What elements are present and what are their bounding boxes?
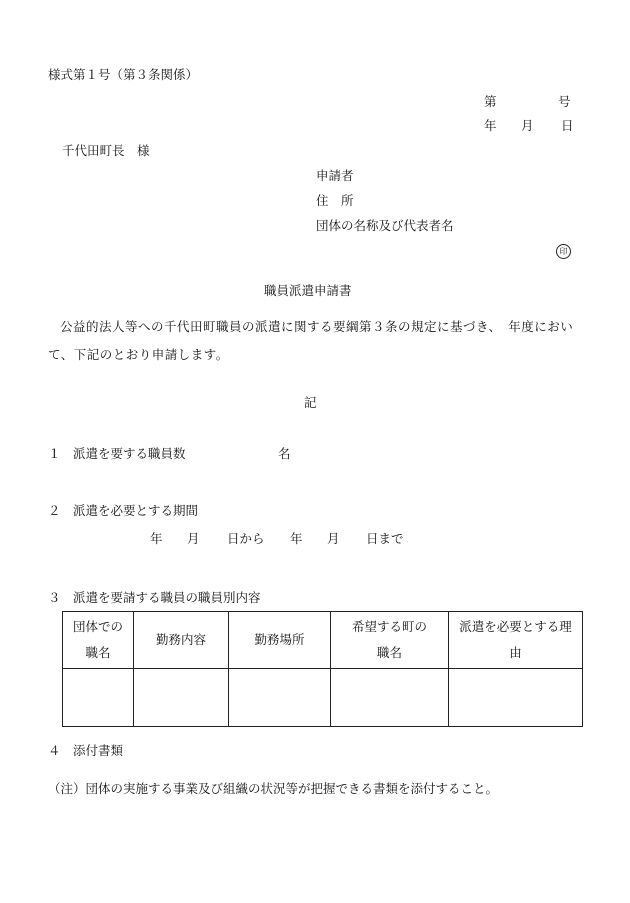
table-row — [63, 669, 583, 727]
cell-work-content[interactable] — [134, 669, 229, 727]
intro-line-1: 公益的法人等への千代田町職員の派遣に関する要綱第３条の規定に基づき、 年度におい — [60, 319, 574, 334]
intro-line-2: て、下記のとおり申請します。 — [48, 347, 229, 362]
period-start-month: 月 — [187, 531, 200, 546]
intro-paragraph — [48, 313, 578, 369]
date-month: 月 — [521, 118, 534, 133]
applicant-org-label: 団体の名称及び代表者名 — [316, 218, 454, 233]
header-desired-title: 希望する町の 職名 — [331, 612, 449, 669]
item-2-label: ２ 派遣を必要とする期間 — [48, 503, 199, 518]
cell-desired-title[interactable] — [331, 669, 449, 727]
item-1-label: １ 派遣を要する職員数 — [48, 446, 186, 461]
period-end-year: 年 — [290, 531, 303, 546]
applicant-label: 申請者 — [316, 168, 354, 183]
applicant-address-label: 住 所 — [316, 193, 354, 208]
period-end-day: 日まで — [366, 531, 404, 546]
ki-heading: 記 — [304, 395, 317, 410]
staff-details-table — [62, 611, 583, 727]
date-year: 年 — [484, 118, 497, 133]
cell-work-place[interactable] — [229, 669, 331, 727]
header-reason: 派遣を必要とする理 由 — [449, 612, 583, 669]
period-start-day: 日から — [227, 531, 265, 546]
seal-circle: 印 — [556, 244, 571, 259]
form-number: 様式第１号（第３条関係） — [48, 67, 199, 82]
table-header-row — [63, 612, 583, 669]
period-start-year: 年 — [150, 531, 163, 546]
header-org-title: 団体での 職名 — [63, 612, 134, 669]
date-day: 日 — [561, 118, 574, 133]
addressee: 千代田町長 様 — [62, 143, 150, 158]
footnote: （注）団体の実施する事業及び組織の状況等が把握できる書類を添付すること。 — [48, 781, 499, 796]
doc-number-prefix: 第 — [484, 94, 497, 109]
period-end-month: 月 — [327, 531, 340, 546]
seal-mark — [556, 242, 571, 259]
cell-reason[interactable] — [449, 669, 583, 727]
doc-number-suffix: 号 — [558, 94, 571, 109]
header-work-content: 勤務内容 — [134, 612, 229, 669]
item-3-label: ３ 派遣を要請する職員の職員別内容 — [48, 590, 261, 605]
document-title: 職員派遣申請書 — [264, 283, 352, 298]
cell-org-title[interactable] — [63, 669, 134, 727]
header-work-place: 勤務場所 — [229, 612, 331, 669]
item-4-label: ４ 添付書類 — [48, 743, 124, 758]
item-1-unit: 名 — [278, 446, 291, 461]
